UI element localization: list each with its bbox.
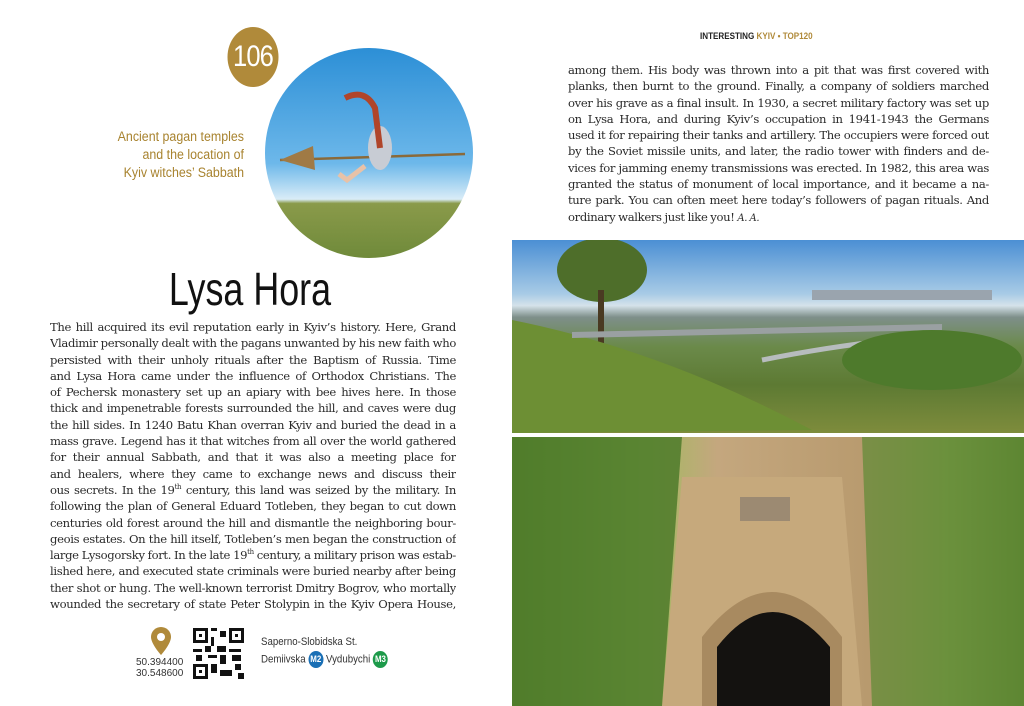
text-line: ther shot or hung. The well-known terrorist Dmitry Bogrov, who mortally xyxy=(50,580,456,595)
header-part: INTERESTING xyxy=(700,31,755,42)
text-line: the hill sides. In 1240 Batu Khan overran Kyiv and buried the dead in a xyxy=(50,417,456,432)
body-text-right xyxy=(568,62,989,225)
header-part: KYIV xyxy=(756,31,776,42)
header-part: • TOP120 xyxy=(777,31,813,42)
witch-on-broom-photo xyxy=(265,48,473,258)
text-line: lished here, and executed state criminals were buried nearby after being xyxy=(50,564,456,579)
subtitle-line: Ancient pagan temples xyxy=(117,129,244,144)
text-line: centuries old forest around the hill and dismantle the neighboring bour- xyxy=(50,515,456,530)
longitude: 30.548600 xyxy=(136,668,184,679)
text-line: large Lysogorsky fort. In the late 19th century, a military prison was estab- xyxy=(50,548,456,563)
hill-city-view-photo xyxy=(512,240,1024,433)
text-line: ordinary walkers just like you! xyxy=(568,209,735,224)
metro-station: Vydubychi xyxy=(325,653,371,666)
body-text-left xyxy=(50,319,456,612)
qr-code[interactable] xyxy=(193,628,244,679)
text-line: wounded the secretary of state Peter Stolypin in the Kyiv Opera House, xyxy=(50,597,456,612)
subtitle xyxy=(75,128,244,182)
text-line: and Lysa Hora came under the influence of Orthodox Christians. The xyxy=(50,368,456,383)
latitude: 50.394400 xyxy=(136,657,184,668)
text-line: on Lysa Hora, and during Kyiv’s occupation in 1941-1943 the Germans xyxy=(568,111,989,126)
metro-line-badge: M2 xyxy=(308,651,323,668)
text-line: of Pechersk monastery set up an apiary with bee hives here. In those xyxy=(50,385,456,400)
gps-coordinates xyxy=(136,657,183,679)
text-line: mass grave. Legend has it that witches from all over the world gathered xyxy=(50,434,456,449)
text-line: ture park. You can often meet here today’s followers of pagan rituals. And xyxy=(568,193,989,208)
metro-station: Demiivska xyxy=(261,653,306,666)
text-line: following the plan of General Eduard Totleben, they began to cut down xyxy=(50,499,456,514)
text-line: used it for repairing their tanks and artillery. The occupiers were forced out xyxy=(568,128,989,143)
running-header xyxy=(700,31,813,42)
text-line: Vladimir personally dealt with the pagans unwanted by his new faith who xyxy=(50,336,456,351)
text-line: The hill acquired its evil reputation early in Kyiv’s history. Here, Grand xyxy=(50,320,456,334)
address-block xyxy=(261,634,388,668)
metro-line-badge: M3 xyxy=(373,651,388,668)
page-title: Lysa Hora xyxy=(168,263,332,315)
entry-number-badge: 106 xyxy=(228,27,279,87)
subtitle-line: Kyiv witches’ Sabbath xyxy=(123,165,244,180)
text-line: geois estates. On the hill itself, Totleben’s men began the construction of xyxy=(50,531,456,546)
text-line: for their annual Sabbath, and that it was also a meeting place for xyxy=(50,450,456,465)
text-line: ous secrets. In the 19th century, this land was seized by the military. In xyxy=(50,482,456,497)
location-pin-icon xyxy=(151,627,171,655)
text-line: over his grave as a final insult. In 1930, a secret military factory was set up xyxy=(568,95,989,110)
text-line: by the Soviet missile units, and later, the radio tower with finders and de- xyxy=(568,144,989,159)
text-line: planks, then burnt to the ground. Finally, a company of soldiers marched xyxy=(568,79,989,94)
street-address: Saperno-Slobidska St. xyxy=(261,636,358,648)
text-line: persisted with their unholy rituals after the Baptism of Russia. Time xyxy=(50,352,456,367)
text-line: vices for jamming enemy transmissions was erected. In 1982, this area was xyxy=(568,160,989,175)
text-line: and healers, where they came to exchange news and discuss their xyxy=(50,466,456,481)
text-line: among them. His body was thrown into a pit that was first covered with xyxy=(568,63,989,77)
fort-tunnel-photo xyxy=(512,437,1024,706)
text-line: thick and impenetrable forests surrounded the hill, and caves were dug xyxy=(50,401,456,416)
author-initials: A. A. xyxy=(737,212,760,224)
text-line: granted the status of monument of local importance, and it became a na- xyxy=(568,177,989,192)
subtitle-line: and the location of xyxy=(142,147,244,162)
